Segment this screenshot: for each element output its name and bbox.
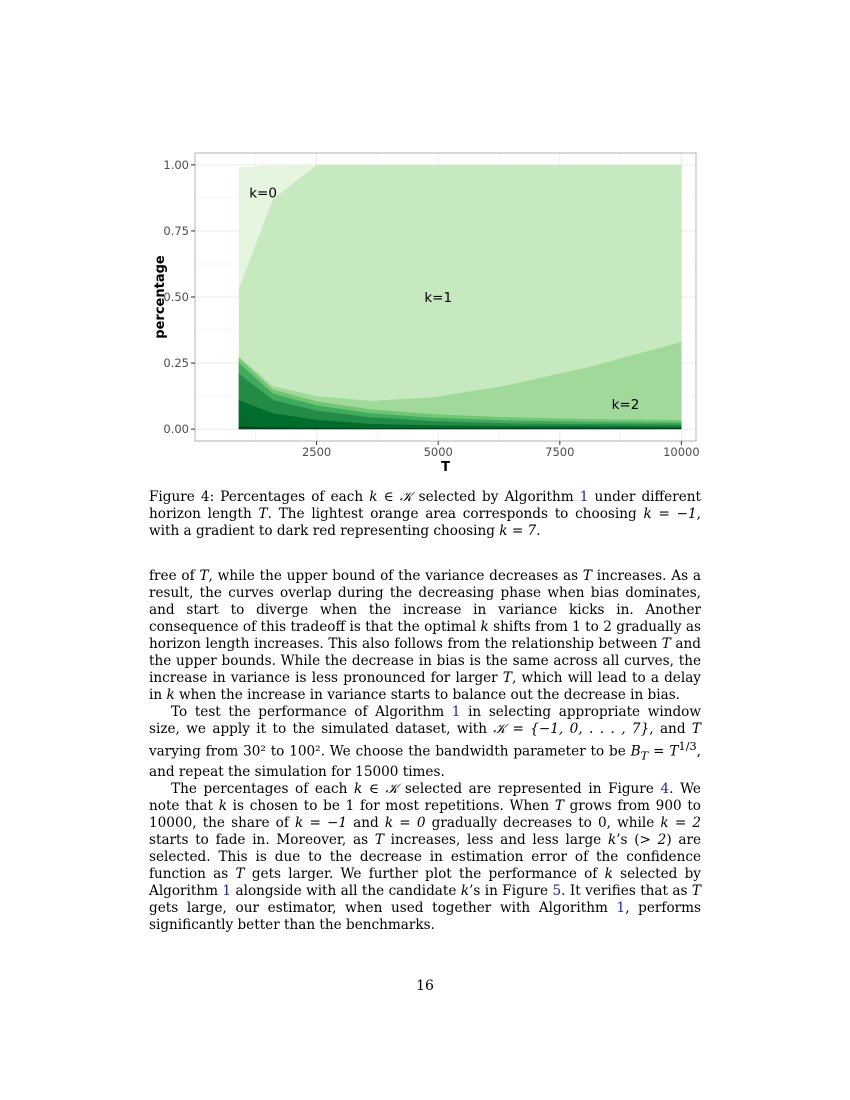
x-tick-label: 10000: [663, 445, 700, 459]
figure-caption: Figure 4: Percentages of each k ∈ 𝒦 selected by Algorithm 1 under different horizon length T. The lightest orange area corresponds to choosing k = −1, with a gradient to dark red representing choosing k = 7.: [149, 489, 701, 539]
x-tick-label: 5000: [423, 445, 453, 459]
y-tick-label: 1.00: [163, 157, 189, 172]
x-tick-label: 2500: [301, 445, 332, 459]
area-layer: [239, 165, 682, 429]
figure-4-area-chart: [148, 148, 708, 478]
paragraph-3: The percentages of each k ∈ 𝒦 selected are represented in Figure 4. We note that k is chosen to be 1 for most repetitions. When T grows from 900 to 10000, the share of k = −1 and k = 0 gradually decreases to 0, while k = 2 starts to fade in. Moreover, as T increases, less and less large k’s (> 2) are selected. This is due to the decrease in estimation error of the confidence function as T gets larger. We further plot the performance of k selected by Algorithm 1 alongside with all the candidate k’s in Figure 5. It verifies that as T gets large, our estimator, when used together with Algorithm 1, performs significantly better than the benchmarks.: [149, 781, 702, 934]
page-number: 16: [416, 978, 434, 994]
x-tick-label: 7500: [545, 445, 575, 459]
paragraph-2: To test the performance of Algorithm 1 in selecting appropriate window size, we apply it to the simulated dataset, with 𝒦 = {−1, 0, . . . , 7}, and T varying from 30² to 100². We choose the bandwidth parameter to be $B_T = T^{1/3}$, and repeat the simulation for 15000 times.: [149, 704, 701, 781]
algorithm-ref-link[interactable]: 1: [222, 883, 232, 900]
paragraph-1: free of T, while the upper bound of the variance decreases as T increases. As a result, the curves overlap during the decreasing phase when bias dominates, and start to diverge when the increase in variance kicks in. Another consequence of this tradeoff is that the optimal k shifts from 1 to 2 gradually as horizon length increases. This also follows from the relationship between T and the upper bounds. While the decrease in bias is the same across all curves, the increase in variance is less pronounced for larger T, which will lead to a delay in k when the increase in variance starts to balance out the decrease in bias.: [149, 568, 702, 703]
annotation-k-0: k=0: [249, 185, 277, 202]
body-text: [149, 568, 701, 934]
annotation-k-1: k=1: [424, 290, 453, 306]
x-axis-title: T: [441, 460, 450, 475]
figure-ref-link[interactable]: 5: [552, 883, 562, 900]
y-axis-title: percentage: [153, 255, 168, 339]
y-tick-label: 0.75: [163, 223, 189, 238]
figure-ref-link[interactable]: 4: [660, 781, 670, 798]
y-tick-label: 0.25: [163, 356, 189, 371]
algorithm-ref-link[interactable]: 1: [451, 704, 461, 720]
y-tick-label: 0.50: [163, 290, 189, 304]
algorithm-ref-link[interactable]: 1: [616, 900, 626, 917]
chart-svg: [148, 148, 708, 478]
annotation-k-2: k=2: [611, 397, 640, 414]
algorithm-ref-link[interactable]: 1: [579, 489, 589, 505]
y-tick-label: 0.00: [163, 422, 189, 437]
